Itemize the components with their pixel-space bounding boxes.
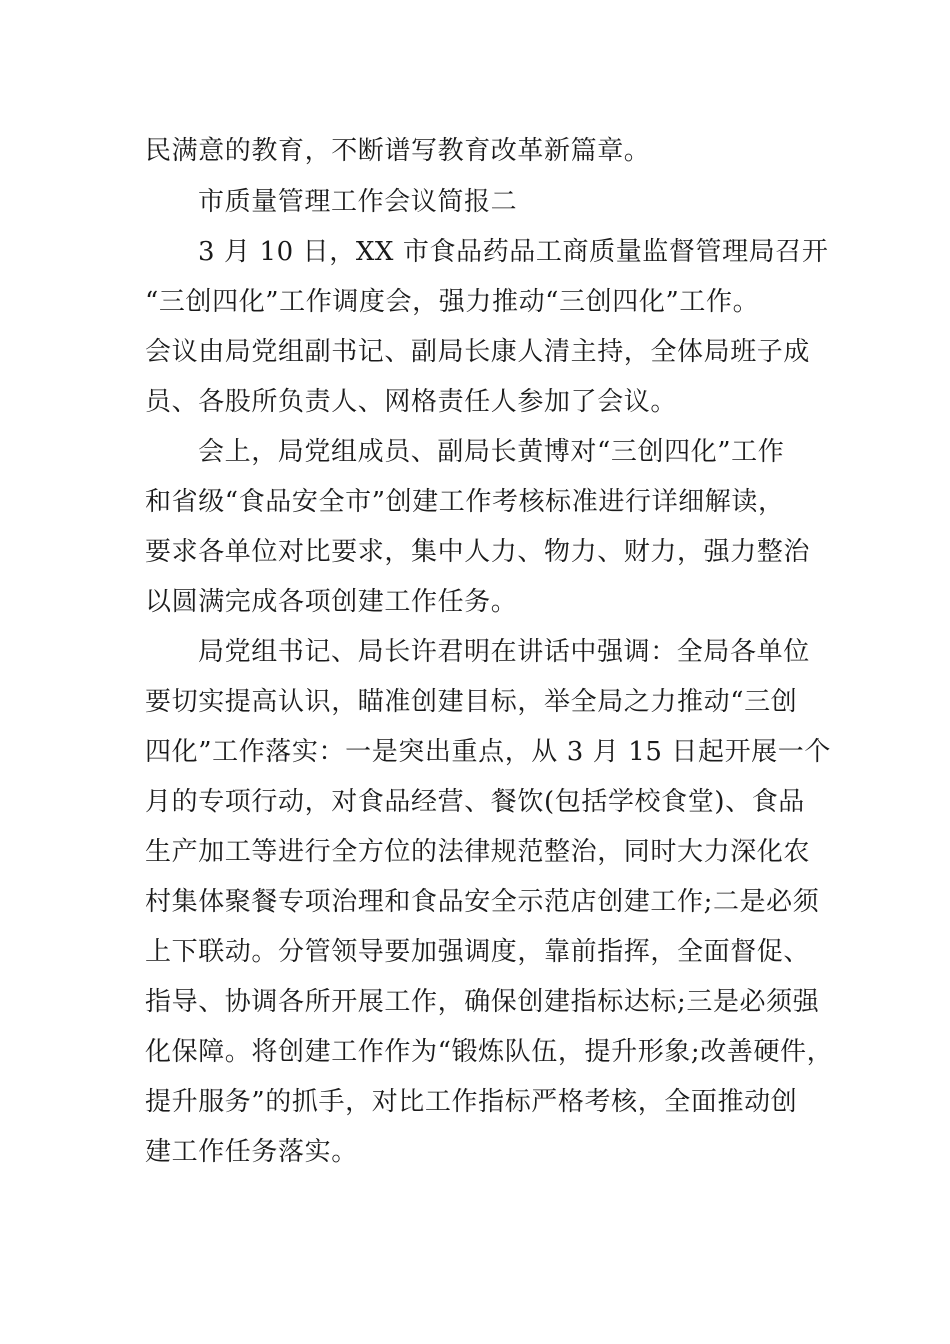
paragraph-line: 会议由局党组副书记、副局长康人清主持，全体局班子成 bbox=[145, 337, 811, 367]
paragraph-line: “三创四化”工作调度会，强力推动“三创四化”工作。 bbox=[145, 287, 760, 317]
paragraph-line: 指导、协调各所开展工作，确保创建指标达标;三是必须强 bbox=[145, 987, 820, 1017]
paragraph-line: 要求各单位对比要求，集中人力、物力、财力，强力整治 bbox=[145, 537, 811, 567]
paragraph-line: 生产加工等进行全方位的法律规范整治，同时大力深化农 bbox=[145, 837, 811, 867]
paragraph-line: 建工作任务落实。 bbox=[145, 1137, 358, 1167]
paragraph-line: 和省级“食品安全市”创建工作考核标准进行详细解读， bbox=[145, 487, 785, 517]
paragraph-line: 上下联动。分管领导要加强调度，靠前指挥，全面督促、 bbox=[145, 937, 811, 967]
paragraph-line: 月的专项行动，对食品经营、餐饮(包括学校食堂)、食品 bbox=[145, 787, 805, 817]
paragraph-line: 提升服务”的抓手，对比工作指标严格考核，全面推动创 bbox=[145, 1087, 798, 1117]
section-title: 市质量管理工作会议简报二 bbox=[198, 187, 518, 217]
paragraph-line: 以圆满完成各项创建工作任务。 bbox=[145, 587, 518, 617]
paragraph-line: 要切实提高认识，瞄准创建目标，举全局之力推动“三创 bbox=[145, 687, 798, 717]
paragraph-line: 3 月 10 日，XX 市食品药品工商质量监督管理局召开 bbox=[198, 237, 829, 267]
paragraph-line: 四化”工作落实：一是突出重点，从 3 月 15 日起开展一个 bbox=[145, 737, 831, 767]
paragraph-line: 民满意的教育，不断谱写教育改革新篇章。 bbox=[145, 136, 651, 166]
paragraph-line: 局党组书记、局长许君明在讲话中强调：全局各单位 bbox=[198, 637, 810, 667]
paragraph-line: 村集体聚餐专项治理和食品安全示范店创建工作;二是必须 bbox=[145, 887, 820, 917]
paragraph-line: 员、各股所负责人、网格责任人参加了会议。 bbox=[145, 387, 678, 417]
paragraph-line: 会上，局党组成员、副局长黄博对“三创四化”工作 bbox=[198, 437, 785, 467]
paragraph-line: 化保障。将创建工作作为“锻炼队伍，提升形象;改善硬件， bbox=[145, 1037, 834, 1067]
